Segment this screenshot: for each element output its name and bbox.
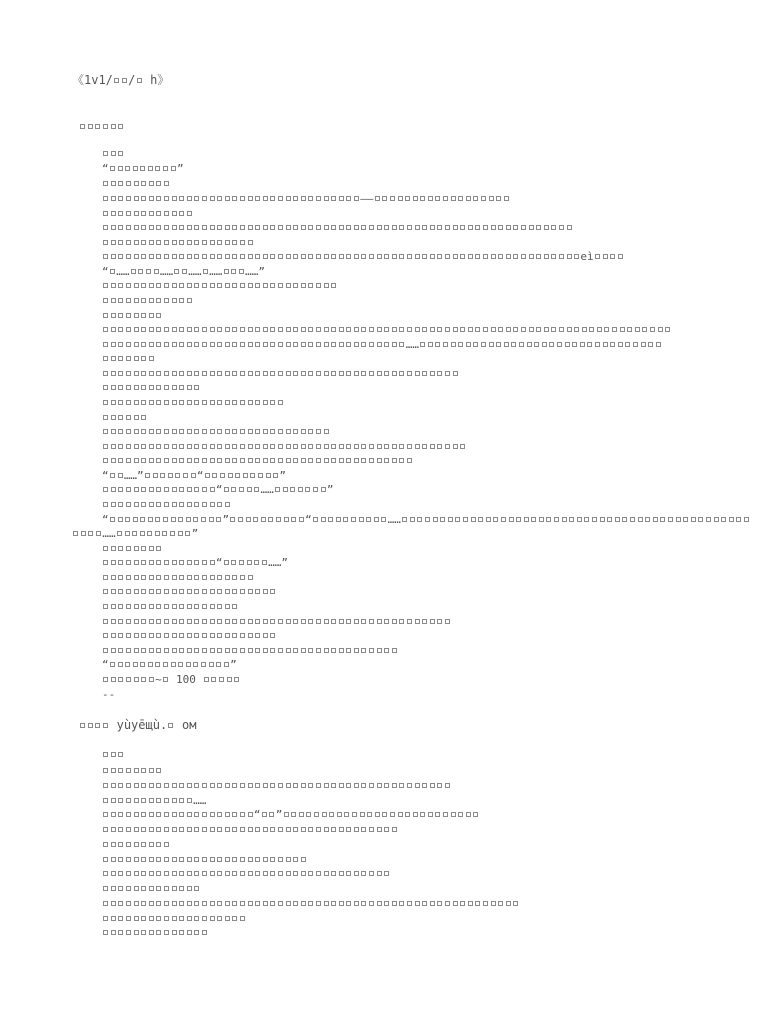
text-line [102,896,520,912]
text-line: —— [102,191,510,207]
text-line: “ ” [102,658,237,671]
text-line [102,925,208,941]
text-line [102,351,155,367]
text-line [102,881,201,897]
text-line: “ ……” “ ” [102,469,287,482]
text-line: -- [102,688,116,701]
text-line [102,837,170,853]
text-line [102,453,413,469]
text-line [102,584,277,600]
text-line [102,176,170,192]
text-line [102,220,573,236]
text-line: “ …… ” [102,482,334,498]
text-line: eì [102,249,624,265]
text-line [102,293,193,309]
text-line [102,278,337,294]
text-line [102,822,398,838]
text-line: “ ……” [102,555,288,571]
text-line: “ ” [102,162,184,175]
section-heading [79,118,125,134]
text-line [102,747,125,763]
text-line [102,395,284,411]
document-title: 《1v1/ / h》 [72,73,170,87]
text-line [102,497,231,513]
text-line: …… [102,793,206,809]
text-line: “ …… …… …… …… ……” [102,265,266,278]
text-line [102,322,672,338]
text-line [102,146,125,162]
text-line [102,778,451,794]
text-line: …… ” [72,526,198,542]
text-line [102,763,163,779]
text-line [102,599,239,615]
text-line: “ ” “ …… [102,512,750,528]
section-heading: yùyēщù. ом [79,717,196,733]
text-line: …… [102,337,662,353]
text-line: ~ 100 [102,672,240,688]
text-line [102,380,201,396]
text-line [102,866,391,882]
text-line [102,628,277,644]
text-line [102,424,330,440]
text-line: “ ” [102,807,480,823]
